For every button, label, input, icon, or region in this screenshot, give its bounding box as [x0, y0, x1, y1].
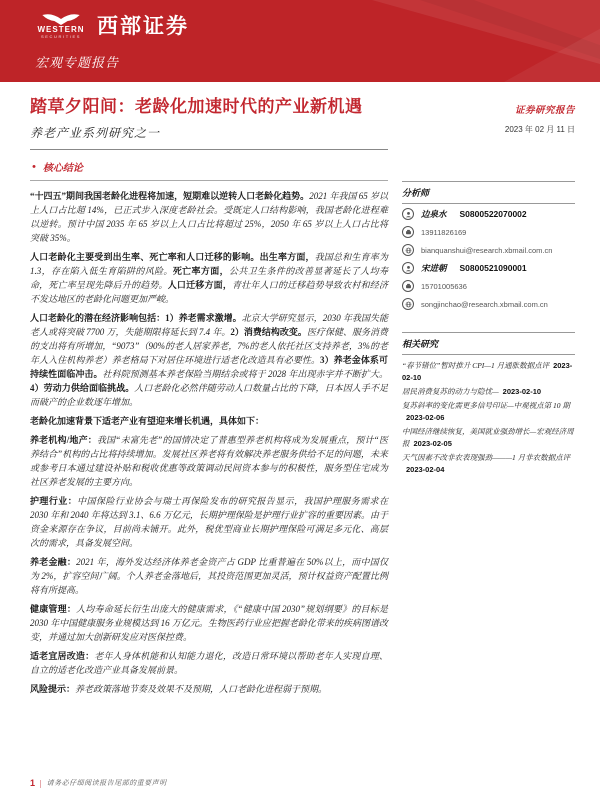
- page-footer: [0, 778, 600, 800]
- text-segment: 4）劳动力供给面临挑战。: [30, 383, 135, 394]
- related-research-section: [402, 332, 575, 486]
- analyst-email-row: [402, 244, 575, 256]
- analyst-list: [402, 204, 575, 322]
- analyst-name: 边泉水: [421, 209, 447, 219]
- analyst-phone: 15701005636: [421, 281, 467, 291]
- related-item-date: 2023-02-06: [406, 413, 445, 422]
- globe-email-icon: [402, 298, 414, 310]
- divider: [30, 180, 388, 181]
- related-research-item: [402, 452, 575, 476]
- person-icon: [402, 208, 414, 220]
- related-item-title: 中国经济继续恢复，美国就业强劲增长—宏观经济周报: [402, 427, 574, 448]
- text-segment: 2021 年，海外发达经济体养老金资产占 GDP 比重普遍在 50%以上，而中国仅为 2%，扩容空间广阔。个人养老金落地后，其投资范围更加灵活，预计权益资产配置比例将有所提高。: [30, 557, 388, 596]
- related-research-item: [402, 400, 575, 424]
- body-text: [30, 189, 388, 696]
- company-name: 西部证券: [97, 14, 189, 38]
- text-segment: 社科院预测基本养老保险当期结余或将于 2028 年出现赤字并不断扩大。: [102, 369, 388, 380]
- related-item-title: 居民消费复苏的动力与隐忧—: [402, 387, 499, 396]
- related-research-item: [402, 360, 575, 384]
- text-segment: 人口老龄化主要受到出生率、死亡率和人口迁移的影响。出生率方面，: [30, 252, 315, 263]
- related-item-date: 2023-02-10: [402, 361, 573, 382]
- main-column: [30, 96, 388, 778]
- sidebar: [402, 96, 575, 778]
- analyst-phone: 13911826169: [421, 227, 467, 237]
- phone-icon: [402, 280, 414, 292]
- text-segment: 老龄化加速背景下适老产业有望迎来增长机遇，具体如下：: [30, 416, 265, 427]
- paragraph: [30, 311, 388, 409]
- report-subtitle: 养老产业系列研究之一: [30, 126, 161, 141]
- content-area: [0, 82, 600, 778]
- text-segment: 养老机构/地产：: [30, 435, 97, 446]
- divider: [30, 149, 388, 150]
- analyst-name: 宋进朝: [421, 263, 447, 273]
- globe-email-icon: [402, 244, 414, 256]
- analysts-section: [402, 181, 575, 322]
- analyst-phone-row: [402, 226, 575, 238]
- report-category-label: 证券研究报告: [514, 106, 575, 116]
- bull-horns-icon: [41, 12, 81, 26]
- text-segment: “十四五”期间我国老龄化进程将加速，短期难以逆转人口老龄化趋势。: [30, 191, 310, 202]
- section-heading-label: 核心结论: [42, 163, 83, 175]
- text-segment: 风险提示：: [30, 684, 76, 695]
- analyst-id: S0800522070002: [459, 209, 527, 219]
- analyst-name-row: [402, 262, 575, 274]
- text-segment: 3）养老金体系可持续性面临冲击。: [30, 355, 388, 380]
- paragraph: [30, 555, 388, 597]
- text-segment: 养老政策落地节奏及效果不及预期，人口老龄化进程弱于预期。: [75, 684, 328, 695]
- paragraph: [30, 649, 388, 677]
- analyst-phone-row: [402, 280, 575, 292]
- phone-icon: [402, 226, 414, 238]
- paragraph: [30, 189, 388, 245]
- page-number: 1: [30, 778, 36, 788]
- report-date: 2023 年 02 月 11 日: [504, 125, 575, 134]
- related-research-item: [402, 426, 575, 450]
- footer-separator: |: [40, 778, 42, 788]
- related-item-title: 复苏斜率的变化需更多信号印证—中观视点第 10 期: [402, 401, 570, 410]
- text-segment: 北京大学研究显示，2030 年我国失能老人或将突破 7700 万，失能期限将延长到 7.4 年。: [30, 313, 388, 338]
- text-segment: 我国总和生育率为 1.3，存在陷入低生育陷阱的风险。: [30, 252, 388, 277]
- analyst-email: bianquanshui@research.xbmail.com.cn: [421, 245, 553, 255]
- analysts-heading: 分析师: [402, 188, 430, 198]
- text-segment: 医疗保健、服务消费的支出将有所增加，“9073”（90%的老人居家养老，7%的老人依托社区支持养老，3%的老年人入住机构养老）养老格局下对居住环境进行适老化改造具有必要性。: [30, 327, 388, 366]
- paragraph: [30, 250, 388, 306]
- text-segment: 养老金融：: [30, 557, 77, 568]
- related-item-title: 天气因素不改非农表现强劲———1 月非农数据点评: [402, 453, 571, 462]
- report-type-label: 宏观专题报告: [35, 55, 120, 70]
- related-item-date: 2023-02-04: [406, 465, 445, 474]
- text-segment: 人口老龄化的潜在经济影响包括：1）养老需求激增。: [30, 313, 242, 324]
- text-segment: 我国“未富先老”的国情决定了普惠型养老机构将成为发展重点，预计“医养结合”机构的占比将持续增加。发展社区养老将有效解决养老服务供给不足的问题，未来或参考日本通过建设补贴和税收优惠等政策调动民间资本参与的积极性，服务型住宅成为社区养老发展的主要方向。: [30, 435, 388, 488]
- header-banner: [0, 0, 600, 82]
- paragraph: [30, 682, 388, 696]
- text-segment: 适老宜居改造：: [30, 651, 95, 662]
- logo-text-western: WESTERN: [37, 24, 85, 34]
- text-segment: 健康管理：: [30, 604, 77, 615]
- bull-logo-icon: [35, 12, 87, 39]
- text-segment: 人口老龄化必然伴随劳动人口数量占比的下降，日本因人手不足而破产的企业数逐年增加。: [30, 383, 388, 408]
- paragraph: [30, 494, 388, 550]
- text-segment: 青壮年人口的迁移趋势导致农村和经济不发达地区的老龄化问题更加严峻。: [30, 280, 388, 305]
- analyst-email-row: [402, 298, 575, 310]
- text-segment: 中国保险行业协会与瑞士再保险发布的研究报告显示，我国护理服务需求在 2030 年和 2040 年将达到 3.1、6.6 万亿元，长期护理保险是护理行业扩容的重要因素。由于资金来源存在争议，目前尚未铺开。此外，税优型商业长期护理保险可满足多元化、高层次的需求，具备发展空间。: [30, 496, 388, 549]
- related-research-heading: 相关研究: [402, 339, 439, 349]
- text-segment: 人均寿命延长衍生出庞大的健康需求，《“健康中国 2030”规划纲要》的目标是 2030 年中国健康服务业规模达到 16 万亿元。生物医药行业应把握老龄化带来的疾病图谱改变，并通过加大创新研发应对医保控费。: [30, 604, 388, 643]
- footer-disclaimer: 请务必仔细阅读报告尾部的重要声明: [46, 779, 167, 787]
- paragraph: [30, 433, 388, 489]
- paragraph: [30, 602, 388, 644]
- logo-text-securities: SECURITIES: [40, 33, 81, 39]
- core-conclusion-heading: [32, 159, 388, 174]
- related-item-date: 2023-02-05: [413, 439, 452, 448]
- text-segment: 2）消费结构改变。: [230, 327, 307, 338]
- paragraph: [30, 414, 388, 428]
- text-segment: 人口迁移方面，: [167, 280, 233, 291]
- report-title: 踏草夕阳间：老龄化加速时代的产业新机遇: [30, 97, 363, 116]
- analyst-id: S0800521090001: [459, 263, 527, 273]
- analyst-name-row: [402, 208, 575, 220]
- text-segment: 老年人身体机能和认知能力退化，改造日常环境以帮助老年人实现自理、自立的适老化改造产业具备发展前景。: [30, 651, 388, 676]
- related-research-item: [402, 386, 575, 398]
- company-logo: [35, 10, 189, 40]
- text-segment: 2021 年我国 65 岁以上人口占比超 14%，已正式步入深度老龄社会。受既定人口结构影响，我国老龄化进程难以逆转。预计中国 2035 年 65 岁以上人口占比将超过 25%，2050 年 65 岁以上人口占比将突破 35%。: [30, 191, 388, 244]
- analyst-email: songjinchao@research.xbmail.com.cn: [421, 299, 548, 309]
- bullet-icon: •: [32, 160, 36, 173]
- related-item-title: “春节错位”暂时推升 CPI—1 月通胀数据点评: [402, 361, 550, 370]
- person-icon: [402, 262, 414, 274]
- text-segment: 公共卫生条件的改善显著延长了人均寿命，死亡率呈现先降后升的趋势。: [30, 266, 388, 291]
- text-segment: 死亡率方面，: [172, 266, 230, 277]
- related-item-date: 2023-02-10: [502, 387, 542, 396]
- related-research-list: [402, 355, 575, 486]
- text-segment: 护理行业：: [30, 496, 78, 507]
